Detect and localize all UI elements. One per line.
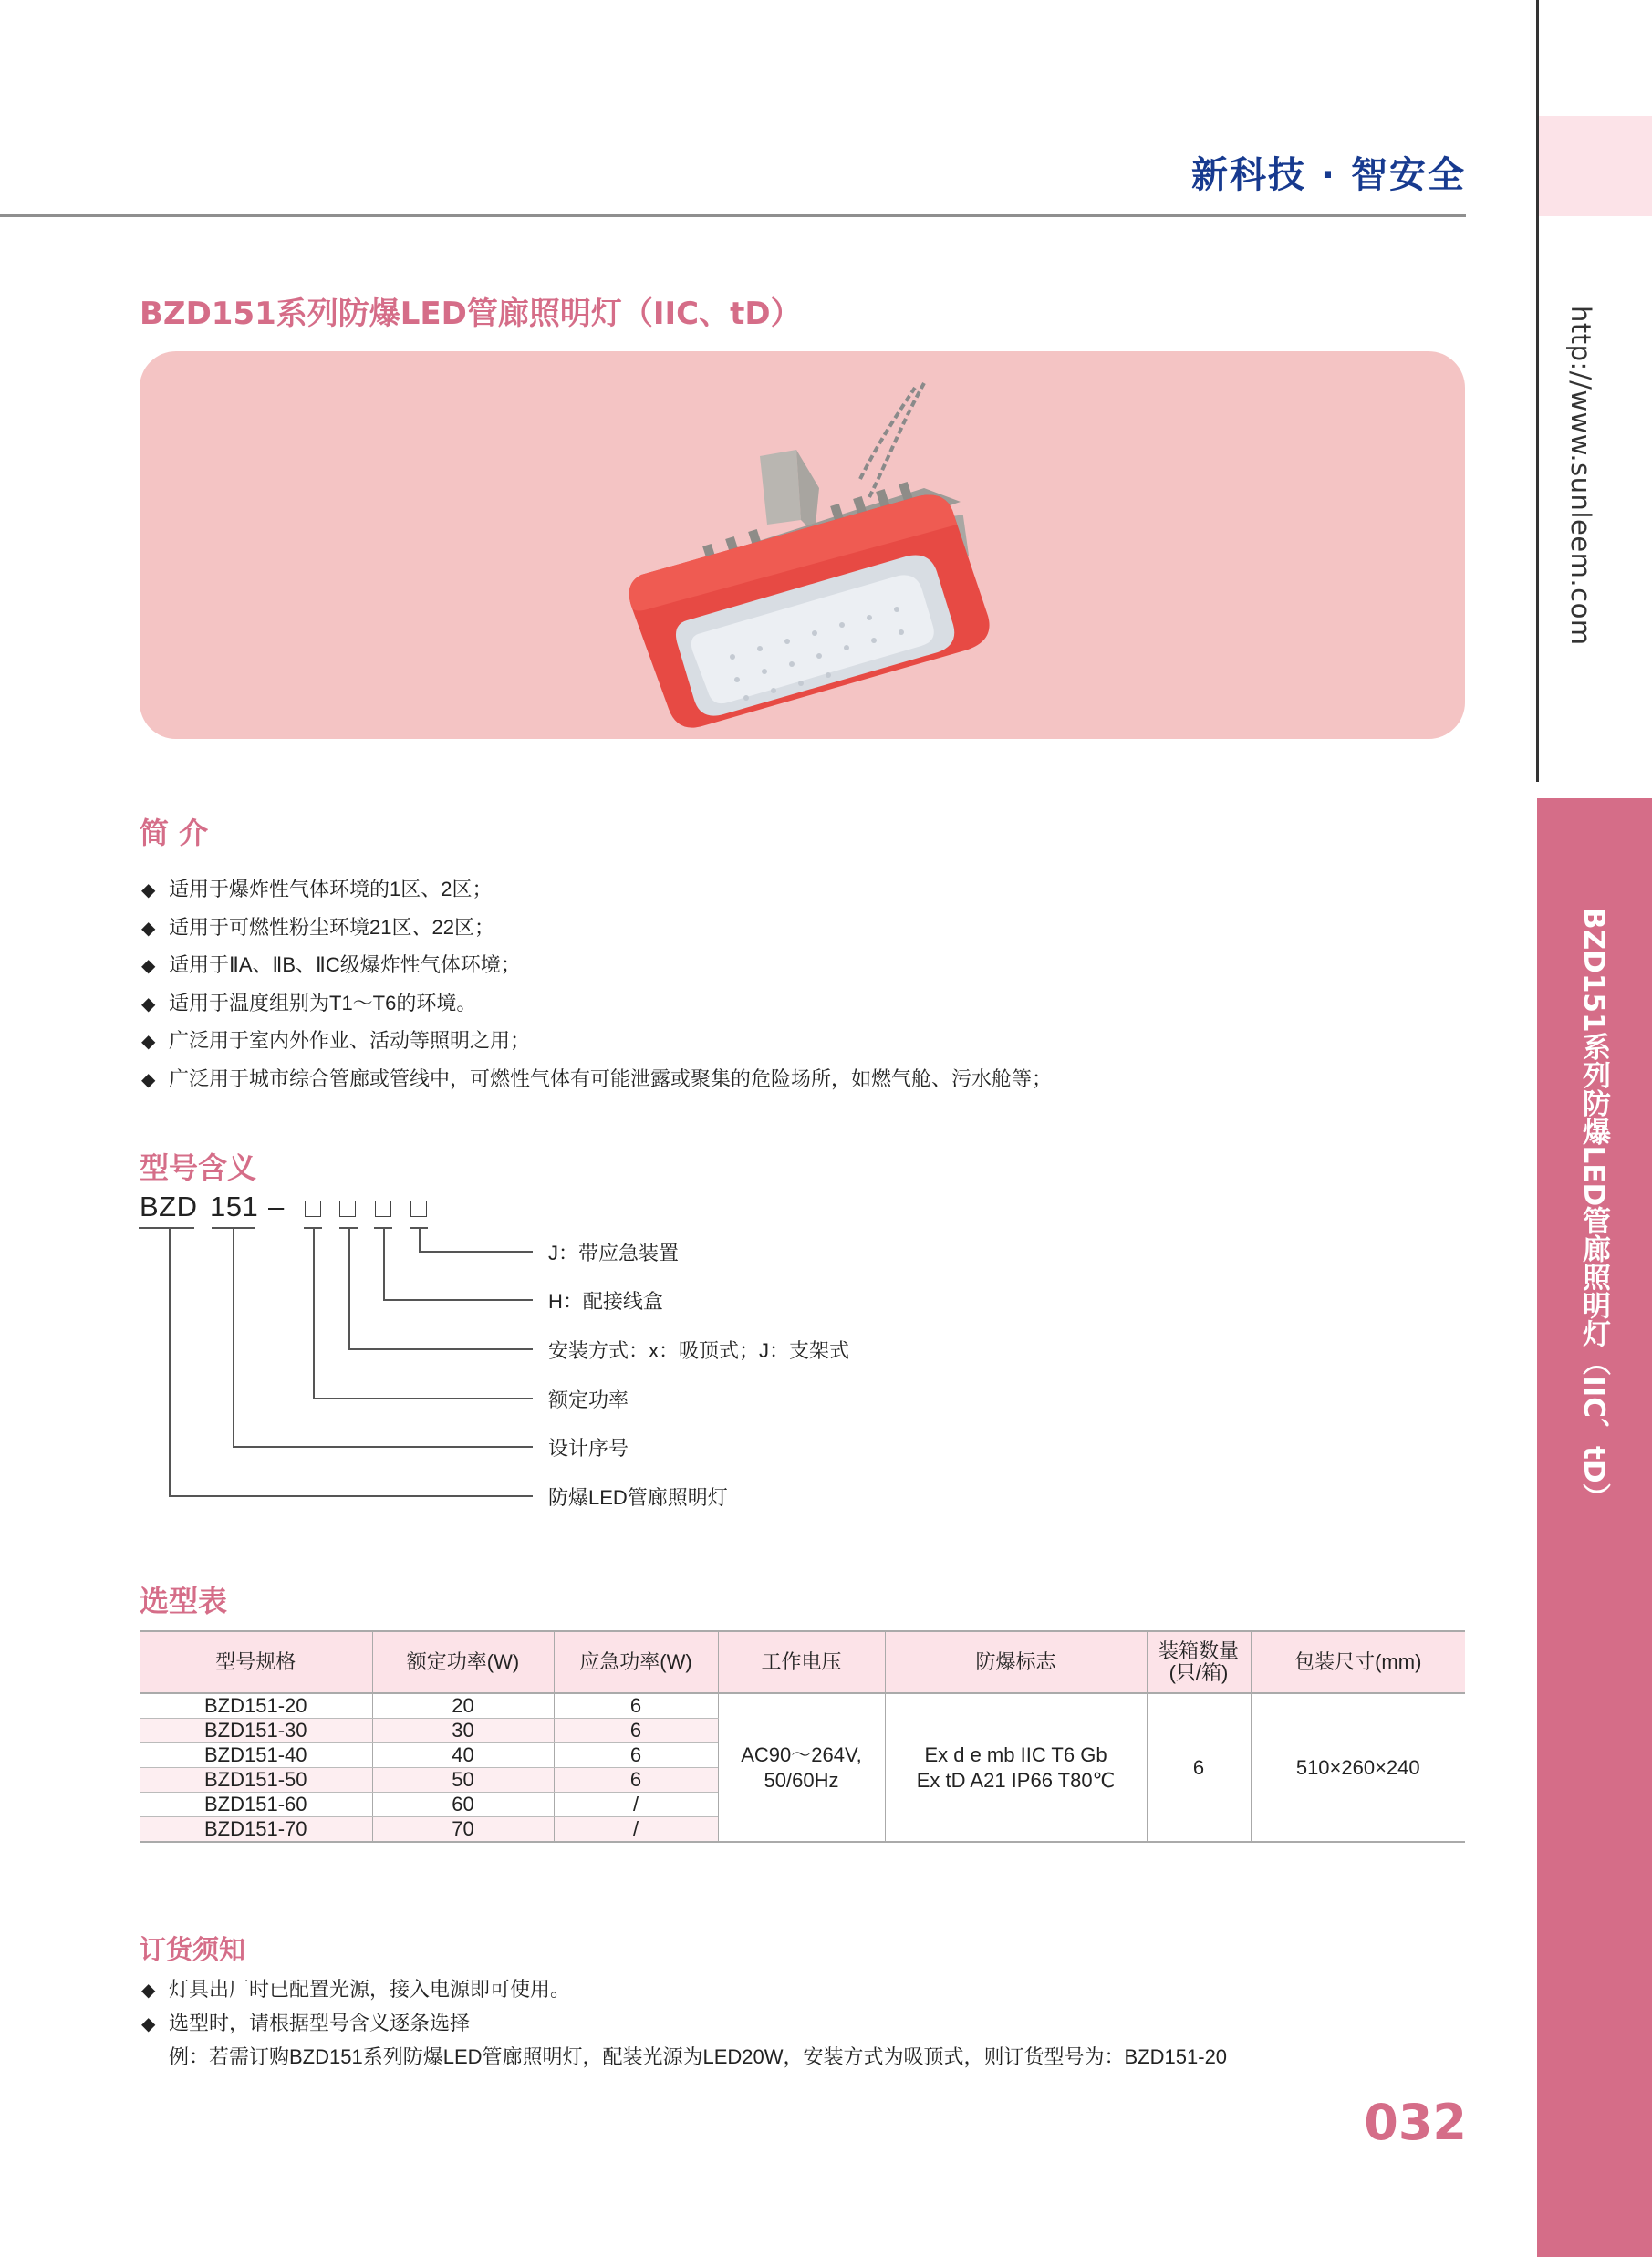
leader-line xyxy=(313,1227,315,1399)
model-code-series: 151 xyxy=(210,1191,259,1222)
leader-line xyxy=(233,1446,533,1448)
order-item: ◆ 选型时，请根据型号含义逐条选择 xyxy=(141,2007,1227,2041)
model-label-design-no: 设计序号 xyxy=(548,1437,629,1460)
product-lamp-image xyxy=(140,351,1465,739)
intro-item: ◆ 广泛用于城市综合管廊或管线中，可燃性气体有可能泄露或聚集的危险场所，如燃气舱、污水舱等； xyxy=(141,1061,1052,1099)
col-model: 型号规格 xyxy=(140,1631,372,1693)
col-emergency-power: 应急功率(W) xyxy=(554,1631,718,1693)
placeholder-box xyxy=(339,1201,356,1217)
product-title: BZD151系列防爆LED管廊照明灯（IIC、tD） xyxy=(140,296,802,332)
leader-line xyxy=(383,1299,533,1301)
leader-line xyxy=(419,1227,421,1252)
diamond-bullet-icon: ◆ xyxy=(141,1981,156,2001)
diamond-bullet-icon: ◆ xyxy=(141,918,156,939)
leader-line xyxy=(169,1227,171,1496)
placeholder-box xyxy=(410,1201,427,1217)
selection-table xyxy=(140,1630,1465,1843)
leader-line xyxy=(169,1495,533,1497)
page-number: 032 xyxy=(1364,2094,1467,2151)
model-heading: 型号含义 xyxy=(140,1150,257,1185)
table-row: BZD151-50 50 6 xyxy=(140,1768,1465,1793)
table-header-row xyxy=(140,1631,1465,1693)
pack-qty-cell: 6 xyxy=(1147,1693,1251,1842)
diamond-bullet-icon: ◆ xyxy=(141,1069,156,1090)
diamond-bullet-icon: ◆ xyxy=(141,2014,156,2034)
order-notes xyxy=(141,1973,1227,2074)
table-row: BZD151-40 40 6 xyxy=(140,1743,1465,1768)
website-url: http://www.sunleem.com xyxy=(1565,306,1596,646)
leader-line xyxy=(419,1251,533,1253)
leader-line xyxy=(348,1227,350,1349)
col-package-size: 包装尺寸(mm) xyxy=(1251,1631,1465,1693)
selection-heading: 选型表 xyxy=(140,1584,228,1618)
leader-line xyxy=(313,1398,533,1399)
intro-heading: 简 介 xyxy=(140,816,209,850)
table-row: BZD151-20 20 6 AC90～264V, 50/60Hz Ex d e mb IIC T6 Gb Ex tD A21 IP66 T80℃ 6 510×260×240 xyxy=(140,1693,1465,1719)
diamond-bullet-icon: ◆ xyxy=(141,956,156,976)
table-row: BZD151-70 70 / xyxy=(140,1817,1465,1843)
diamond-bullet-icon: ◆ xyxy=(141,880,156,900)
voltage-cell: AC90～264V, 50/60Hz xyxy=(718,1693,885,1842)
header-divider xyxy=(0,214,1466,217)
order-example: 例：若需订购BZD151系列防爆LED管廊照明灯，配装光源为LED20W，安装方式为吸顶式，则订货型号为：BZD151-20 xyxy=(169,2045,1228,2068)
package-size-cell: 510×260×240 xyxy=(1251,1693,1465,1842)
model-code-prefix: BZD xyxy=(140,1191,198,1222)
side-product-title: BZD151系列防爆LED管廊照明灯（IIC、tD） xyxy=(1577,908,1610,1512)
col-pack-qty: 装箱数量 (只/箱) xyxy=(1147,1631,1251,1693)
table-row: BZD151-30 30 6 xyxy=(140,1719,1465,1743)
table-row: BZD151-60 60 / xyxy=(140,1793,1465,1817)
intro-item: ◆ 适用于温度组别为T1～T6的环境。 xyxy=(141,985,1052,1024)
ex-mark-cell: Ex d e mb IIC T6 Gb Ex tD A21 IP66 T80℃ xyxy=(885,1693,1147,1842)
intro-item: ◆ 适用于ⅡA、ⅡB、ⅡC级爆炸性气体环境； xyxy=(141,947,1052,985)
diamond-bullet-icon: ◆ xyxy=(141,993,156,1014)
header-slogan: 新科技 · 智安全 xyxy=(1190,154,1466,196)
intro-item: ◆ 广泛用于室内外作业、活动等照明之用； xyxy=(141,1023,1052,1061)
diamond-bullet-icon: ◆ xyxy=(141,1032,156,1052)
model-label-mounting: 安装方式：x：吸顶式；J：支架式 xyxy=(548,1339,850,1362)
leader-line xyxy=(233,1227,234,1447)
leader-line xyxy=(383,1227,385,1300)
leader-line xyxy=(348,1348,533,1350)
order-item: ◆ 灯具出厂时已配置光源，接入电源即可使用。 xyxy=(141,1973,1227,2007)
product-banner xyxy=(140,351,1465,739)
model-label-emergency: J：带应急装置 xyxy=(548,1242,680,1264)
model-label-power: 额定功率 xyxy=(548,1389,629,1411)
side-pink-tab xyxy=(1539,116,1652,216)
col-ex-mark: 防爆标志 xyxy=(885,1631,1147,1693)
intro-list xyxy=(141,871,1052,1098)
model-code-dash: – xyxy=(268,1191,285,1222)
model-label-product: 防爆LED管廊照明灯 xyxy=(548,1486,728,1509)
placeholder-box xyxy=(375,1201,391,1217)
intro-item: ◆ 适用于爆炸性气体环境的1区、2区； xyxy=(141,871,1052,910)
model-label-junction-box: H：配接线盒 xyxy=(548,1290,663,1313)
col-voltage: 工作电压 xyxy=(718,1631,885,1693)
col-rated-power: 额定功率(W) xyxy=(372,1631,554,1693)
intro-item: ◆ 适用于可燃性粉尘环境21区、22区； xyxy=(141,910,1052,948)
placeholder-box xyxy=(305,1201,321,1217)
underline xyxy=(139,1227,194,1229)
order-heading: 订货须知 xyxy=(140,1934,246,1965)
